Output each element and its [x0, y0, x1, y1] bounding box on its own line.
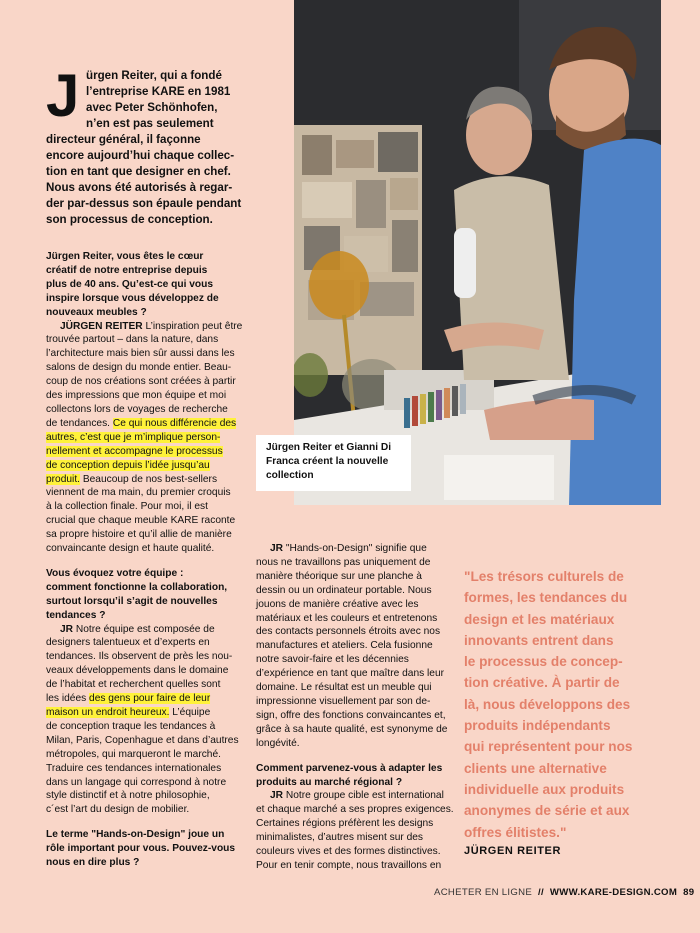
answer-line [46, 431, 246, 445]
quote-line: formes, les tendances du [464, 590, 628, 606]
photo-illustration [294, 0, 661, 505]
answer-line: convaincante design et haute qualité. [46, 543, 215, 555]
answer-line: de l’habitat et recherchent quelles sont [46, 679, 221, 691]
answer-line: impressionne visuellement par son de- [256, 695, 431, 707]
quote-line: tion créative. À partir de [464, 675, 620, 691]
answer-line: salons de design du monde entier. Beau- [46, 362, 232, 374]
question-line: comment fonctionne la collaboration, [46, 581, 228, 593]
page-number: 89 [683, 887, 695, 898]
answer-line: tendances. Ils observent de près les nou- [46, 651, 233, 663]
answer-line [46, 692, 246, 706]
answer-line [46, 623, 246, 637]
answer-line: d’expérience en tant que maître dans leur [256, 668, 445, 680]
answer-text: Notre équipe est composée de [73, 623, 215, 635]
article-column-2 [256, 542, 454, 873]
question-line: créatif de notre entreprise depuis [46, 264, 208, 276]
highlighted-text: des gens pour faire de leur [89, 693, 211, 705]
answer-line: domaine. Le résultat est un meuble qui [256, 682, 432, 694]
page-footer [434, 887, 694, 898]
answer-line: manière théorique sur une planche à [256, 570, 422, 582]
question-line: Le terme "Hands-on-Design" joue un [46, 829, 225, 841]
highlighted-text: autres, c’est que je m’implique person- [46, 431, 221, 443]
shop-online-link[interactable]: ACHETER EN LIGNE [434, 887, 533, 898]
designers-photo [294, 0, 661, 505]
highlighted-text: nellement et accompagne le processus [46, 445, 223, 457]
highlighted-text: Ce qui nous différencie des [112, 417, 237, 429]
speaker-label: JR [60, 623, 74, 635]
answer-line [46, 459, 246, 473]
question-line: Comment parvenez-vous à adapter les [256, 762, 443, 774]
article-column-1 [46, 250, 246, 870]
pull-quote [464, 566, 664, 843]
answer-line: collectons lors de voyages de recherche [46, 403, 228, 415]
answer-line: crucial que chaque meuble KARE raconte [46, 515, 236, 527]
answer-line: veaux développements dans le domaine [46, 665, 229, 677]
question-line: surtout lorsqu’il s’agit de nouvelles [46, 595, 218, 607]
question-line: nous en dire plus ? [46, 857, 140, 869]
answer-line: à la collection finale. Pour moi, il est [46, 501, 208, 513]
intro-line: ürgen Reiter, qui a fondé [86, 69, 222, 82]
drop-cap: J [46, 62, 80, 129]
answer-line: des contacts personnels étroits avec nos [256, 626, 441, 638]
answer-line: grâce à sa haute qualité, est synonyme de [256, 723, 448, 735]
intro-line: encore aujourd’hui chaque collec- [46, 149, 235, 162]
question-line: rôle important pour vous. Pouvez-vous [46, 843, 236, 855]
answer-line: métropoles, qui marqueront le marché. [46, 748, 221, 760]
answer-line: trouvée partout – dans la nature, dans [46, 334, 219, 346]
intro-line: directeur général, il façonne [46, 133, 201, 146]
answer-line: notre savoir-faire et les décennies [256, 654, 409, 666]
answer-line: designers talentueux et d’experts en [46, 637, 210, 649]
intro-line: son processus de conception. [46, 213, 213, 226]
answer-line: Traduire ces tendances internationales [46, 762, 222, 774]
intro-line: der par-dessus son épaule pendant [46, 197, 242, 210]
intro-line: l’entreprise KARE en 1981 [86, 85, 231, 98]
quote-line: innovants entrent dans [464, 632, 614, 648]
answer-text: les idées [46, 693, 90, 705]
caption-line: Franca créent la nouvelle [266, 456, 389, 467]
speaker-label: JR [270, 790, 284, 802]
answer-line: jouons de manière créative avec les [256, 598, 419, 610]
answer-line: de conception traque les tendances à [46, 720, 216, 732]
quote-line: design et les matériaux [464, 611, 615, 627]
question-line: inspire lorsque vous développez de [46, 292, 219, 304]
answer-line: l’architecture mais bien sûr aussi dans les [46, 348, 235, 360]
quote-line: là, nous développons des [464, 696, 631, 712]
answer-text: Beaucoup de nos best-sellers [79, 473, 218, 485]
answer-line: et chaque marché a ses propres exigences. [256, 804, 454, 816]
answer-text: L’équipe [169, 707, 211, 718]
answer-line [46, 320, 246, 334]
intro-line: avec Peter Schönhofen, [86, 101, 218, 114]
speaker-label: JR [270, 543, 284, 554]
quote-author: JÜRGEN REITER [464, 845, 562, 857]
footer-separator: // [538, 887, 544, 898]
answer-line [46, 473, 246, 487]
answer-line: longévité. [256, 737, 300, 749]
highlighted-text: produit. [46, 473, 80, 485]
question-line: plus de 40 ans. Qu’est-ce qui vous [46, 278, 214, 290]
answer-line: coup de nos créations sont créées à partir [46, 376, 236, 388]
quote-line: produits indépendants [464, 718, 611, 734]
question-line: produits au marché régional ? [256, 776, 403, 788]
answer-line [256, 542, 448, 556]
answer-text: Notre groupe cible est international [283, 790, 444, 802]
answer-line: sign, offre des fonctions convaincantes et, [256, 709, 446, 721]
highlighted-text: maison un endroit heureux. [46, 707, 170, 718]
quote-line: qui représentent pour nos [464, 739, 633, 755]
answer-line: viennent de ma main, du premier croquis [46, 487, 231, 499]
answer-line: des impressions que mon équipe et moi [46, 390, 227, 402]
question-line: nouveaux meubles ? [46, 306, 147, 318]
answer-line [46, 706, 246, 720]
answer-line [46, 445, 246, 459]
quote-line: le processus de concep- [464, 654, 623, 670]
speaker-label: JÜRGEN REITER [60, 320, 143, 332]
caption-line: Jürgen Reiter et Gianni Di [266, 442, 392, 453]
answer-line [256, 789, 448, 803]
answer-line: nous ne travaillons pas uniquement de [256, 556, 431, 568]
answer-line: Milan, Paris, Copenhague et dans d’autres [46, 734, 239, 746]
quote-line: individuelle aux produits [464, 781, 625, 797]
intro-line: n’en est pas seulement [86, 117, 214, 130]
answer-line: Pour en tenir compte, nous travaillons en [256, 859, 442, 871]
answer-line: manufactures et ateliers. Cela fusionne [256, 640, 433, 652]
intro-line: Nous avons été autorisés à regar- [46, 181, 233, 194]
answer-line: dans un langage qui correspond à notre [46, 776, 227, 788]
answer-line: minimalistes, d’autres misent sur des [256, 832, 424, 844]
quote-line: clients une alternative [464, 760, 607, 776]
answer-line: couleurs vives et des formes distinctives. [256, 846, 441, 858]
question-line: Jürgen Reiter, vous êtes le cœur [46, 251, 204, 262]
website-link[interactable]: WWW.KARE-DESIGN.COM [549, 887, 678, 898]
quote-line: anonymes de série et aux [464, 803, 630, 819]
answer-text: "Hands-on-Design" signifie que [283, 543, 427, 554]
question-line: Vous évoquez votre équipe : [46, 567, 184, 579]
answer-line: Certaines régions préfèrent les designs [256, 818, 434, 830]
quote-line: offres élitistes." [464, 824, 567, 840]
quote-line: "Les trésors culturels de [464, 569, 624, 584]
caption-line: collection [266, 470, 314, 481]
answer-line: dessin ou un ordinateur portable. Nous [256, 584, 432, 596]
highlighted-text: de conception depuis l’idée jusqu’au [46, 459, 210, 471]
answer-text: de tendances. [46, 417, 113, 429]
answer-line: sa propre histoire et qu’il allie de manière [46, 529, 232, 541]
intro-line: tion en tant que designer en chef. [46, 165, 231, 178]
answer-line: matériaux et les couleurs et entretenons [256, 612, 438, 624]
answer-line: style distinctif et à notre philosophie, [46, 790, 210, 802]
photo-caption [256, 435, 411, 491]
answer-line: c´est l’art du design de mobilier. [46, 804, 190, 816]
answer-line [46, 417, 246, 431]
question-line: tendances ? [46, 609, 106, 621]
answer-text: L’inspiration peut être [142, 320, 243, 332]
